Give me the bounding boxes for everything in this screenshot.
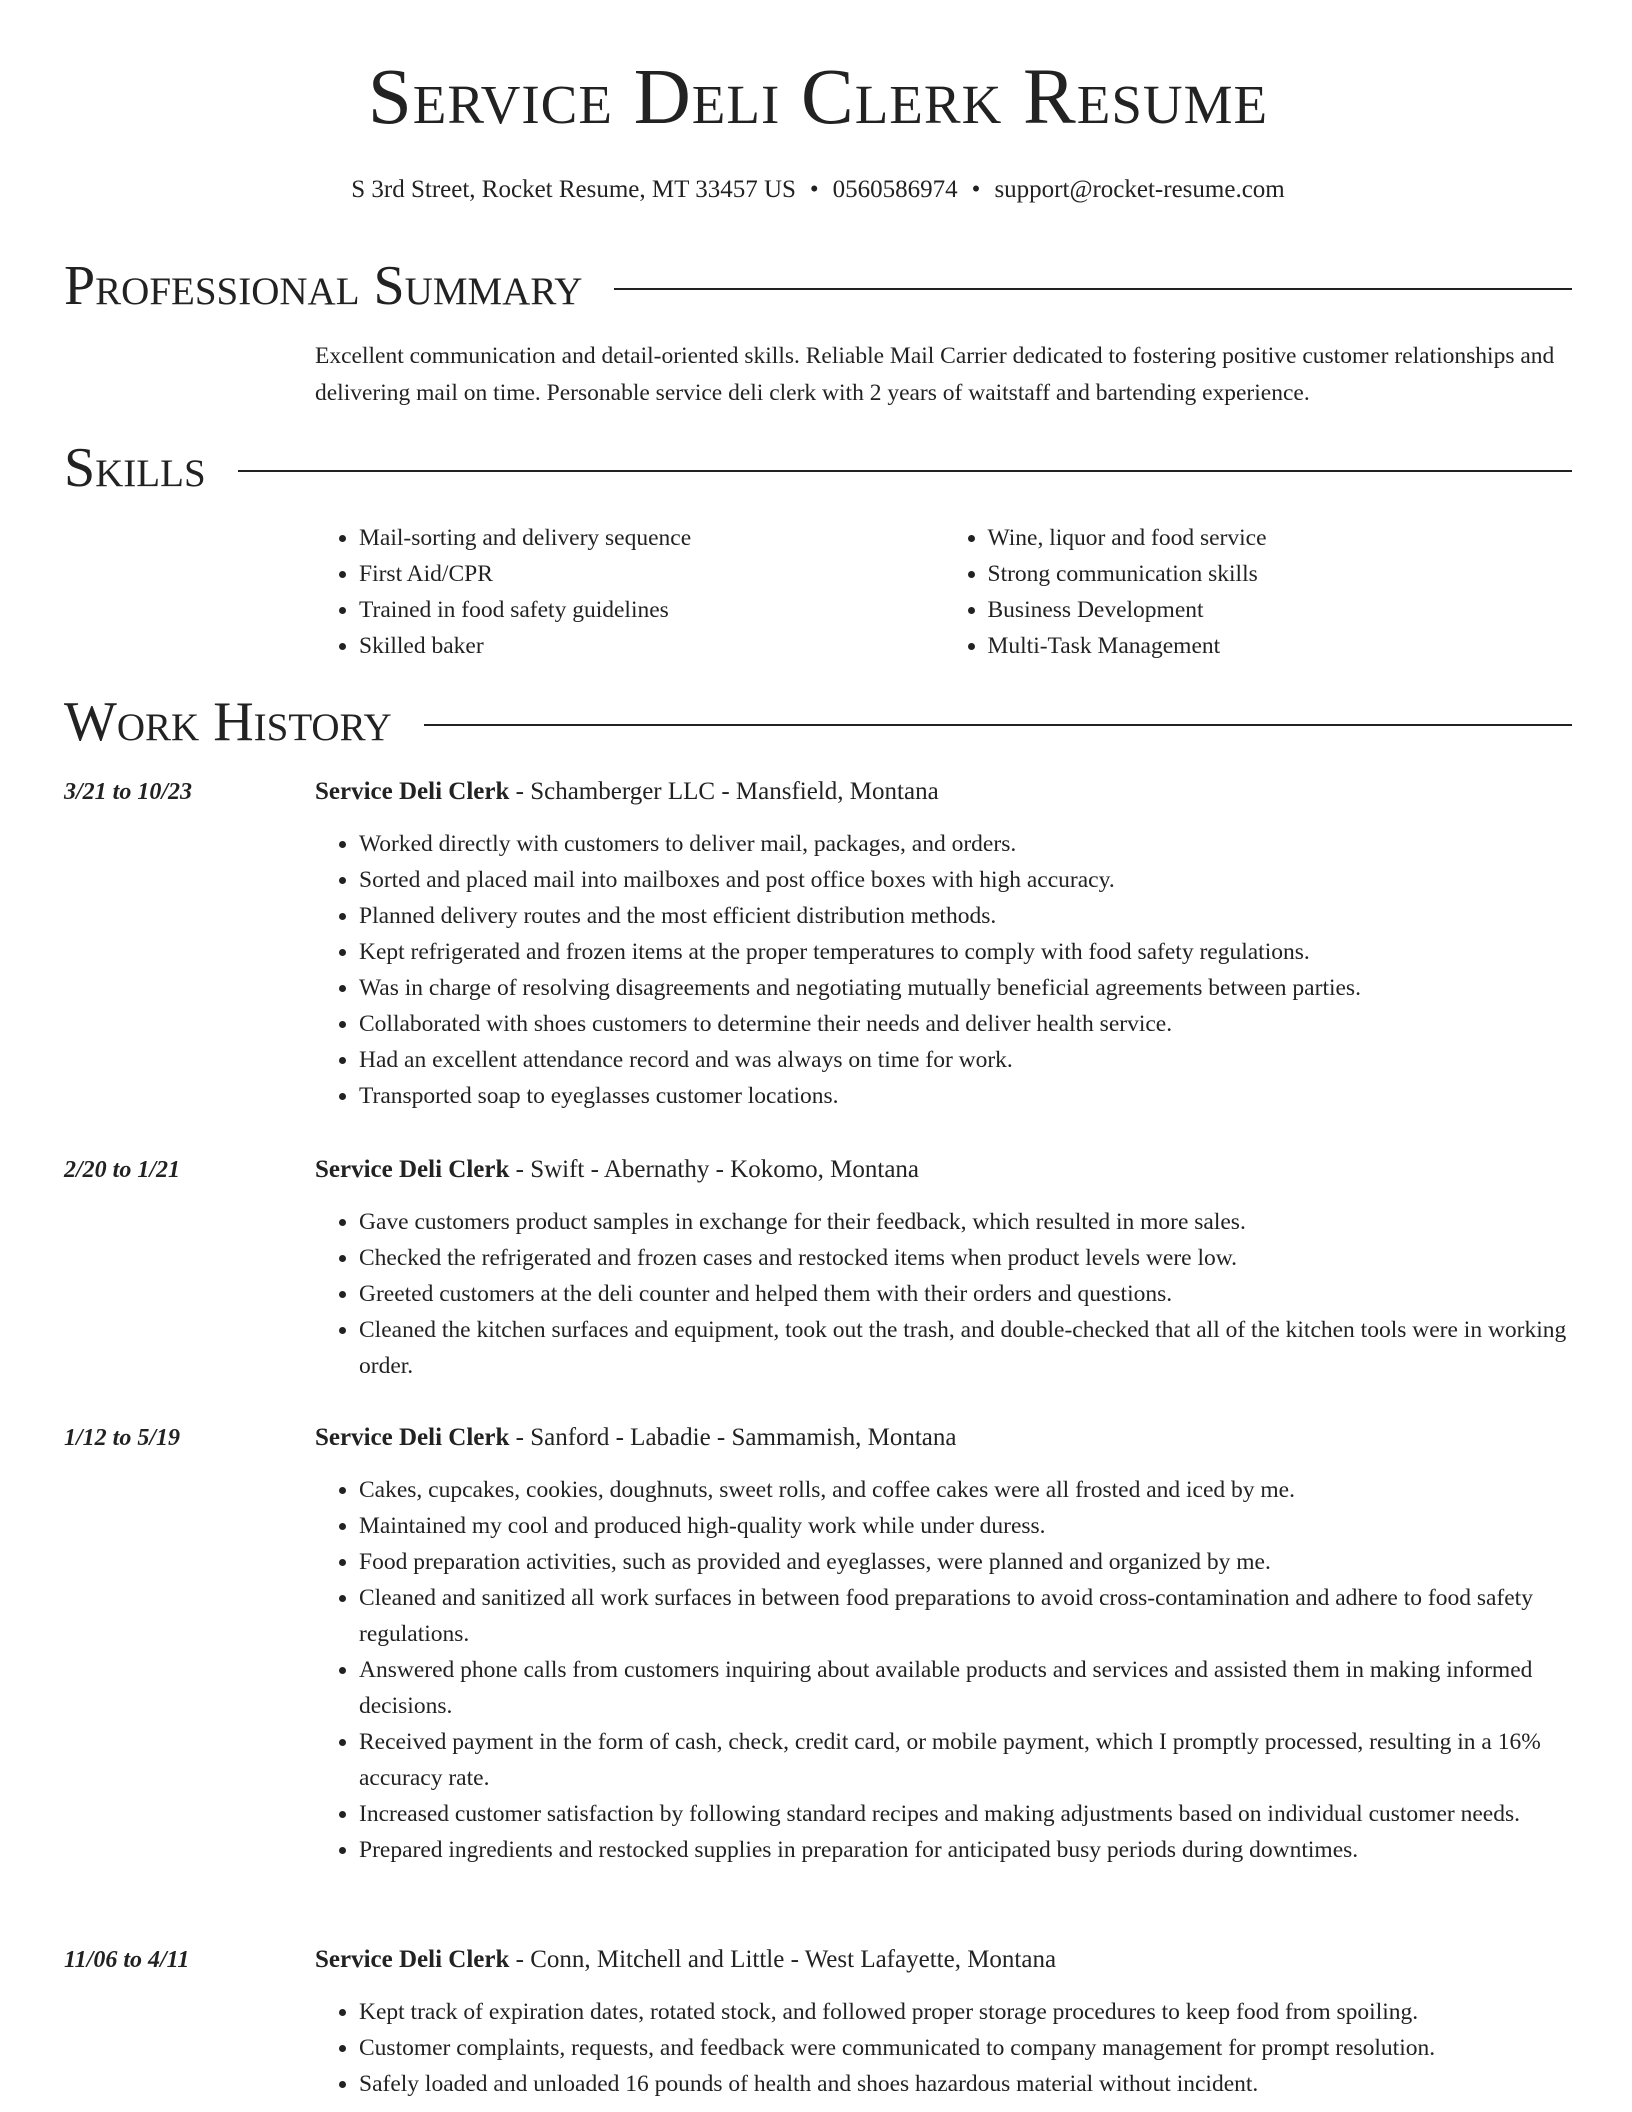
job-bullets: [315, 1204, 1572, 1384]
job-bullet: • Safely loaded and unloaded 16 pounds of health and shoes hazardous material without incident.: [359, 2066, 1572, 2102]
skill-item: • Wine, liquor and food service: [988, 520, 1573, 556]
job-bullet: • Customer complaints, requests, and feedback were communicated to company management for prompt resolution.: [359, 2030, 1572, 2066]
job-dates: 11/06 to 4/11: [64, 1947, 190, 1973]
job-title: Service Deli Clerk: [315, 778, 510, 805]
job-bullet: • Gave customers product samples in exchange for their feedback, which resulted in more sales.: [359, 1204, 1572, 1240]
skill-item: • Skilled baker: [359, 628, 944, 664]
work-heading: Work History: [64, 691, 392, 753]
job-bullet: • Was in charge of resolving disagreements and negotiating mutually beneficial agreements between parties.: [359, 970, 1572, 1006]
section-divider: [238, 470, 1572, 472]
job-bullets: [315, 826, 1572, 1114]
skill-item: • First Aid/CPR: [359, 556, 944, 592]
job-title: Service Deli Clerk: [315, 1156, 510, 1183]
job-bullet: • Prepared ingredients and restocked supplies in preparation for anticipated busy periods during downtimes.: [359, 1832, 1572, 1868]
job-bullet: • Kept track of expiration dates, rotated stock, and followed proper storage procedures to keep food from spoiling.: [359, 1994, 1572, 2030]
job-bullet: • Cleaned the kitchen surfaces and equipment, took out the trash, and double-checked that all of the kitchen tools were in working order.: [359, 1312, 1572, 1384]
section-divider: [424, 724, 1572, 726]
job-company: - Swift - Abernathy - Kokomo, Montana: [509, 1156, 920, 1183]
job-header: [315, 1154, 919, 1186]
job-bullets: [315, 1472, 1572, 1868]
job-bullet: • Received payment in the form of cash, check, credit card, or mobile payment, which I promptly processed, resulting in a 16% accuracy rate.: [359, 1724, 1572, 1796]
skills-heading: Skills: [64, 437, 206, 499]
job-bullets: [315, 1994, 1572, 2102]
job-bullet: • Answered phone calls from customers inquiring about available products and services and assisted them in making informed decisions.: [359, 1652, 1572, 1724]
skills-column-right: [944, 520, 1573, 664]
skill-item: • Trained in food safety guidelines: [359, 592, 944, 628]
job-bullet: • Cleaned and sanitized all work surfaces in between food preparations to avoid cross-contamination and adhere to food safety regulations.: [359, 1580, 1572, 1652]
job-dates: 1/12 to 5/19: [64, 1425, 181, 1451]
skills-list: [315, 520, 1572, 664]
skills-column-left: [315, 520, 944, 664]
job-bullet: • Sorted and placed mail into mailboxes and post office boxes with high accuracy.: [359, 862, 1572, 898]
job-bullet: • Increased customer satisfaction by following standard recipes and making adjustments based on individual customer needs.: [359, 1796, 1572, 1832]
summary-text: Excellent communication and detail-oriented skills. Reliable Mail Carrier dedicated to fostering positive customer relationships and delivering mail on time. Personable service deli clerk with 2 years of waitstaff and bartending experience.: [315, 343, 1555, 406]
job-bullet: • Worked directly with customers to deliver mail, packages, and orders.: [359, 826, 1572, 862]
job-header: [315, 1944, 1056, 1976]
job-bullet: • Kept refrigerated and frozen items at the proper temperatures to comply with food safety regulations.: [359, 934, 1572, 970]
job-bullet: • Maintained my cool and produced high-quality work while under duress.: [359, 1508, 1572, 1544]
job-bullet: • Greeted customers at the deli counter and helped them with their orders and questions.: [359, 1276, 1572, 1312]
job-bullet: • Transported soap to eyeglasses customer locations.: [359, 1078, 1572, 1114]
skill-item: • Business Development: [988, 592, 1573, 628]
job-bullet: • Cakes, cupcakes, cookies, doughnuts, sweet rolls, and coffee cakes were all frosted and iced by me.: [359, 1472, 1572, 1508]
contact-email[interactable]: support@rocket-resume.com: [994, 176, 1285, 203]
job-title: Service Deli Clerk: [315, 1946, 510, 1973]
job-bullet: • Had an excellent attendance record and was always on time for work.: [359, 1042, 1572, 1078]
contact-line: [64, 175, 1572, 205]
skills-section-header: [64, 437, 1572, 499]
contact-phone: 0560586974: [832, 176, 958, 203]
contact-address: S 3rd Street, Rocket Resume, MT 33457 US: [351, 176, 796, 203]
job-dates: 2/20 to 1/21: [64, 1157, 181, 1183]
contact-separator: •: [809, 176, 819, 203]
job-bullet: • Collaborated with shoes customers to determine their needs and deliver health service.: [359, 1006, 1572, 1042]
job-company: - Schamberger LLC - Mansfield, Montana: [509, 778, 939, 805]
section-divider: [614, 288, 1572, 290]
job-header: [315, 776, 939, 808]
summary-section-header: [64, 255, 1572, 317]
job-company: - Conn, Mitchell and Little - West Lafayette, Montana: [509, 1946, 1057, 1973]
skill-item: • Strong communication skills: [988, 556, 1573, 592]
job-header: [315, 1422, 956, 1454]
job-bullet: • Checked the refrigerated and frozen cases and restocked items when product levels were low.: [359, 1240, 1572, 1276]
summary-heading: Professional Summary: [64, 255, 583, 317]
contact-separator: •: [971, 176, 981, 203]
work-section-header: [64, 691, 1572, 753]
resume-title: Service Deli Clerk Resume: [367, 54, 1269, 141]
job-dates: 3/21 to 10/23: [64, 779, 193, 805]
skill-item: • Multi-Task Management: [988, 628, 1573, 664]
job-title: Service Deli Clerk: [315, 1424, 510, 1451]
job-bullet: • Food preparation activities, such as provided and eyeglasses, were planned and organized by me.: [359, 1544, 1572, 1580]
skill-item: • Mail-sorting and delivery sequence: [359, 520, 944, 556]
job-bullet: • Planned delivery routes and the most efficient distribution methods.: [359, 898, 1572, 934]
job-company: - Sanford - Labadie - Sammamish, Montana: [509, 1424, 957, 1451]
